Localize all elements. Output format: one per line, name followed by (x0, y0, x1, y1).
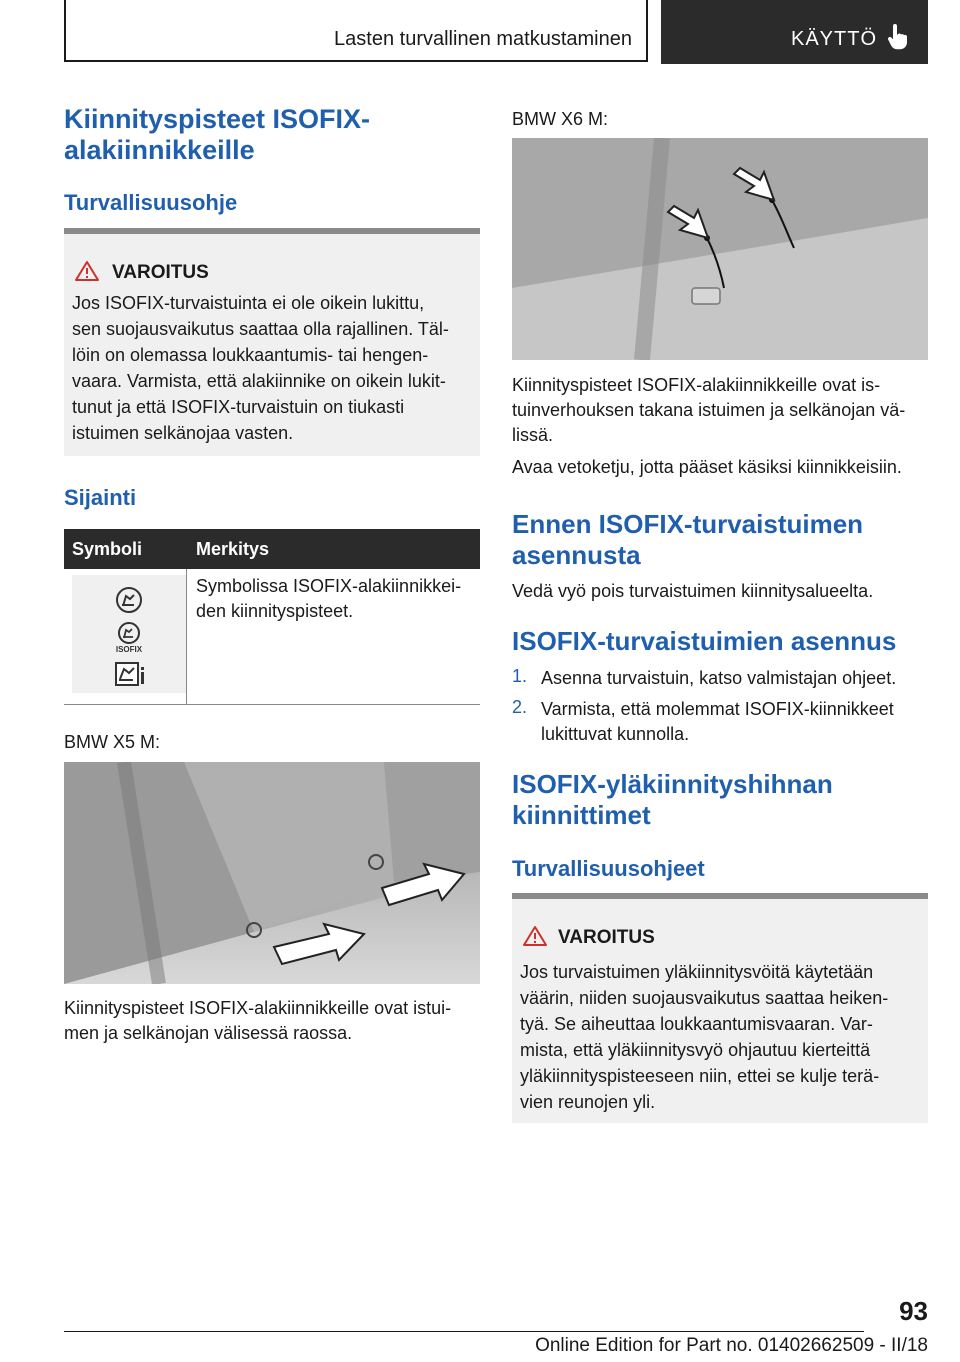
page-header (64, 0, 928, 66)
isofix-symbol-cell (72, 575, 186, 693)
warning-triangle-icon (522, 925, 548, 947)
warning-line: tyä. Se aiheuttaa loukkaantumisvaaran. Var- (520, 1014, 873, 1034)
warning-triangle-icon (74, 260, 100, 282)
warning-line: mista, että yläkiinnitysvyö ohjautuu kierteittä (520, 1040, 871, 1060)
warning-line: väärin, niiden suojausvaikutus saattaa heiken- (520, 988, 889, 1008)
subheading-safety: Turvallisuusohje (64, 190, 238, 215)
heading-line: kiinnittimet (512, 800, 651, 830)
step-text (541, 697, 894, 747)
x5-caption (64, 996, 451, 1046)
step-text: Asenna turvaistuin, katso valmistajan ohjeet. (541, 668, 897, 688)
warning-text (520, 959, 925, 1115)
x5-seat-photo (64, 762, 480, 984)
warning-line: vien reunojen yli. (520, 1092, 656, 1112)
step-line: lukittuvat kunnolla. (541, 724, 690, 744)
warning-line: istuimen selkänojaa vasten. (72, 423, 294, 443)
isofix-symbols-icon (72, 575, 186, 693)
column-header-meaning: Merkitys (196, 539, 270, 559)
step-number: 2. (512, 697, 528, 717)
warning-line: Jos ISOFIX-turvaistuinta ei ole oikein lukittu, (72, 293, 425, 313)
warning-label: VAROITUS (112, 262, 209, 283)
hand-pointer-icon (887, 24, 909, 50)
before-text: Vedä vyö pois turvaistuimen kiinnitysalueelta. (512, 581, 874, 601)
isofix-symbol-label: ISOFIX (115, 645, 143, 654)
subheading-location: Sijainti (64, 485, 137, 510)
x6-caption (512, 373, 905, 448)
meaning-line: Symbolissa ISOFIX-alakiinnikkei- (196, 576, 462, 596)
section-title: Lasten turvallinen matkustaminen (334, 28, 632, 50)
x6-seat-illustration (512, 138, 928, 360)
meaning-cell (196, 574, 476, 624)
caption-line: lissä. (512, 425, 554, 445)
x5-seat-illustration (64, 762, 480, 984)
footer-divider (64, 1331, 864, 1332)
model-label-x6: BMW X6 M: (512, 109, 609, 129)
meaning-line: den kiinnityspisteet. (196, 601, 354, 621)
section-heading (512, 769, 833, 831)
heading-line: Ennen ISOFIX-turvaistuimen (512, 509, 864, 539)
chapter-tab (661, 0, 928, 64)
footer-edition: Online Edition for Part no. 01402662509 - II/18 (535, 1335, 928, 1356)
subheading-safety: Turvallisuusohjeet (512, 856, 705, 881)
caption-line: tuinverhouksen takana istuimen ja selkänojan vä- (512, 400, 906, 420)
caption-line: Kiinnityspisteet ISOFIX-alakiinnikkeille ovat is- (512, 375, 881, 395)
caption-line: men ja selkänojan välisessä raossa. (64, 1023, 353, 1043)
warning-line: löin on olemassa loukkaantumis- tai hengen- (72, 345, 429, 365)
warning-text (72, 290, 477, 446)
warning-box (64, 228, 480, 456)
warning-line: yläkiinnityspisteeseen niin, ettei se kulje terä- (520, 1066, 880, 1086)
symbol-table (64, 529, 480, 705)
section-heading (512, 509, 863, 571)
column-header-symbol: Symboli (72, 539, 143, 559)
page-number: 93 (899, 1296, 928, 1326)
section-heading (64, 104, 370, 166)
warning-line: vaara. Varmista, että alakiinnike on oikein lukit- (72, 371, 446, 391)
warning-line: Jos turvaistuimen yläkiinnitysvöitä käytetään (520, 962, 874, 982)
section-tab (64, 0, 648, 62)
warning-box (512, 893, 928, 1123)
table-header (64, 529, 480, 569)
caption-line: Kiinnityspisteet ISOFIX-alakiinnikkeille ovat istui- (64, 998, 452, 1018)
step-number: 1. (512, 666, 528, 686)
step-line: Varmista, että molemmat ISOFIX-kiinnikkeet (541, 699, 894, 719)
heading-line: asennusta (512, 540, 641, 570)
table-divider (186, 569, 187, 704)
section-heading: ISOFIX-turvaistuimien asennus (512, 626, 897, 656)
warning-line: tunut ja että ISOFIX-turvaistuin on tiukasti (72, 397, 405, 417)
warning-label: VAROITUS (558, 927, 655, 948)
warning-line: sen suojausvaikutus saattaa olla rajallinen. Täl- (72, 319, 449, 339)
heading-line: ISOFIX-yläkiinnityshihnan (512, 769, 833, 799)
model-label-x5: BMW X5 M: (64, 732, 161, 752)
chapter-title: KÄYTTÖ (791, 28, 878, 50)
heading-line: alakiinnikkeille (64, 135, 255, 165)
table-row (64, 569, 480, 705)
x6-note: Avaa vetoketju, jotta pääset käsiksi kiinnikkeisiin. (512, 457, 902, 477)
x6-seat-photo (512, 138, 928, 360)
heading-line: Kiinnityspisteet ISOFIX- (64, 104, 371, 134)
